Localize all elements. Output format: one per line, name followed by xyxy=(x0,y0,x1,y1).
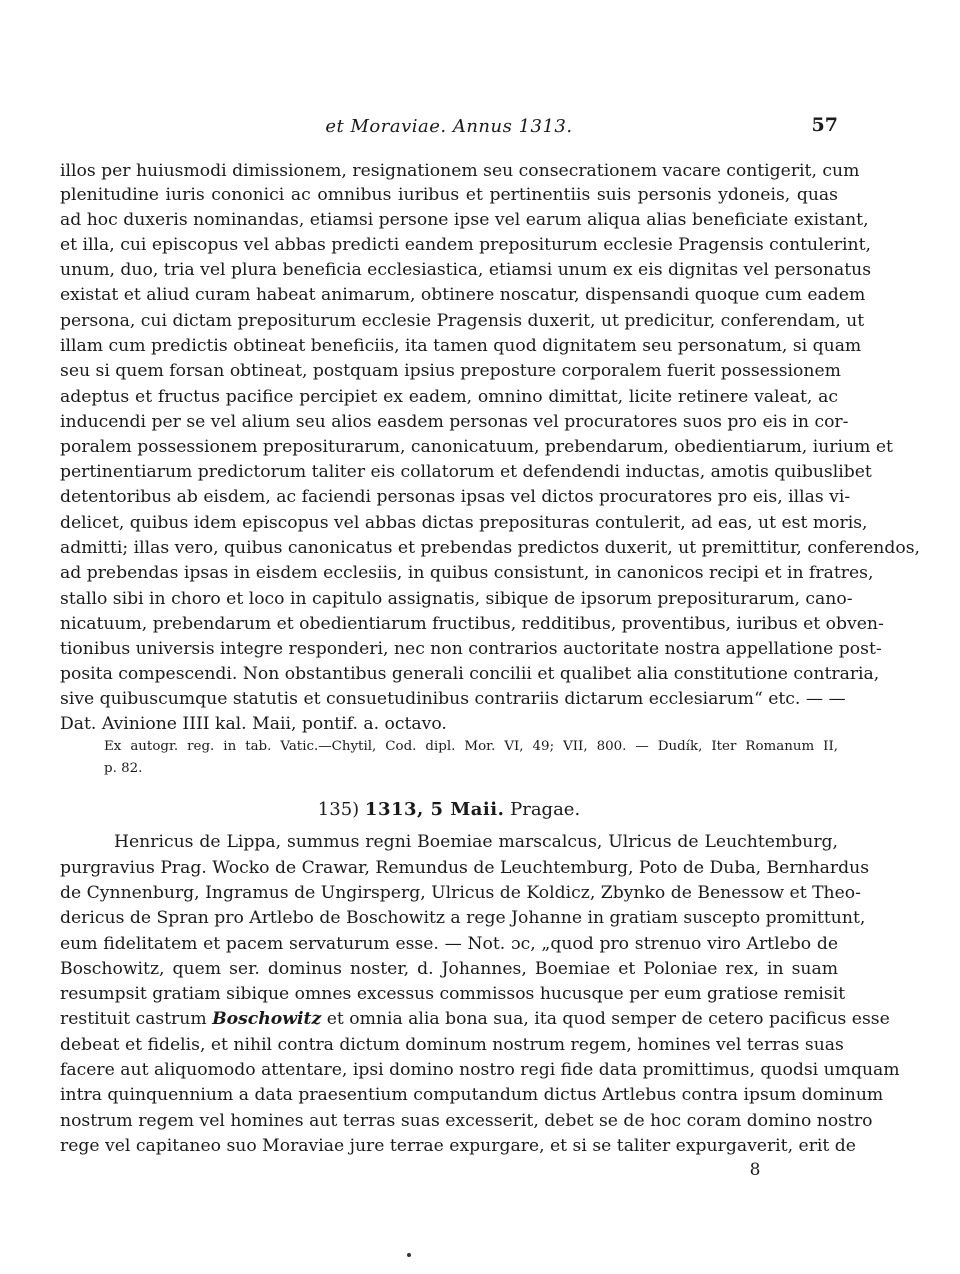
text-line: et illa, cui episcopus vel abbas predicti eandem prepositurum ecclesie Pragensis contulerint, xyxy=(60,235,871,255)
text-line: Dat. Avinione IIII kal. Maii, pontif. a. octavo. xyxy=(60,714,447,734)
text-line: Boschowitz, quem ser. dominus noster, d. Johannes, Boemiae et Poloniae rex, in suam xyxy=(60,959,838,979)
text-line: eum fidelitatem et pacem servaturum esse. — Not. ɔc, „quod pro strenuo viro Artlebo de xyxy=(60,934,838,954)
text-line: de Cynnenburg, Ingramus de Ungirsperg, Ulricus de Koldicz, Zbynko de Benessow et Theo- xyxy=(60,883,861,903)
text-line: delicet, quibus idem episcopus vel abbas dictas preposituras contulerit, ad eas, ut est moris, xyxy=(60,513,868,533)
text-line: inducendi per se vel alium seu alios easdem personas vel procuratores suos pro eis in cor- xyxy=(60,412,849,432)
text-line: purgravius Prag. Wocko de Crawar, Remundus de Leuchtemburg, Poto de Duba, Bernhardus xyxy=(60,858,870,878)
text-line: debeat et fidelis, et nihil contra dictum dominum nostrum regem, homines vel terras suas xyxy=(60,1035,844,1055)
text-line: nostrum regem vel homines aut terras suas excesserit, debet se de hoc coram domino nostro xyxy=(60,1111,873,1131)
entry-date: 1313, 5 Maii. xyxy=(364,799,505,820)
text-line: resumpsit gratiam sibique omnes excessus commissos hucusque per eum gratiose remisit xyxy=(60,984,846,1004)
text-line: detentoribus ab eisdem, ac faciendi personas ipsas vel dictos procuratores pro eis, illas vi- xyxy=(60,487,851,507)
text-line: persona, cui dictam prepositurum ecclesie Pragensis duxerit, ut predicitur, conferendam, ut xyxy=(60,311,865,331)
text-line: ad prebendas ipsas in eisdem ecclesiis, in quibus consistunt, in canonicos recipi et in fratres, xyxy=(60,563,874,583)
text-line: illos per huiusmodi dimissionem, resignationem seu consecrationem vacare contigerit, cum xyxy=(60,161,860,181)
text-line: existat et aliud curam habeat animarum, obtinere noscatur, dispensandi quoque cum eadem xyxy=(60,285,866,305)
text-line: admitti; illas vero, quibus canonicatus et prebendas predictos duxerit, ut premittitur, conferendos, xyxy=(60,538,920,558)
source-note-line: Ex autogr. reg. in tab. Vatic.—Chytil, Cod. dipl. Mor. VI, 49; VII, 800. — Dudík, Iter Romanum II, xyxy=(104,739,838,754)
source-note-line: p. 82. xyxy=(104,761,143,776)
text-line: plenitudine iuris cononici ac omnibus iuribus et pertinentiis suis personis ydoneis, quas xyxy=(60,185,838,205)
text-line: rege vel capitaneo suo Moraviae jure terrae expurgare, et si se taliter expurgaverit, erit de xyxy=(60,1136,856,1156)
text-line: unum, duo, tria vel plura beneficia ecclesiastica, etiamsi unum ex eis dignitas vel personatus xyxy=(60,260,872,280)
place-name-italic: Boschowitz xyxy=(212,1009,322,1029)
text-line: seu si quem forsan obtineat, postquam ipsius preposture corporalem fuerit possessionem xyxy=(60,361,841,381)
text-line: adeptus et fructus pacifice percipiet ex eadem, omnino dimittat, licite retinere valeat, ac xyxy=(60,387,838,407)
signature-mark: 8 xyxy=(749,1160,761,1180)
print-speck xyxy=(407,1253,411,1257)
text-line: restituit castrum Boschowitz et omnia alia bona sua, ita quod semper de cetero pacificus esse xyxy=(60,1009,890,1029)
entry-number: 135) xyxy=(317,799,360,820)
text-line: poralem possessionem prepositurarum, canonicatuum, prebendarum, obedientiarum, iurium et xyxy=(60,437,893,457)
text-line: nicatuum, prebendarum et obedientiarum fructibus, redditibus, proventibus, iuribus et obven- xyxy=(60,614,884,634)
entry-place: Pragae. xyxy=(510,799,581,820)
text-line: illam cum predictis obtineat beneficiis, ita tamen quod dignitatem seu personatum, si quam xyxy=(60,336,862,356)
text-line: Henricus de Lippa, summus regni Boemiae marscalcus, Ulricus de Leuchtemburg, xyxy=(114,832,838,852)
text-line: ad hoc duxeris nominandas, etiamsi persone ipse vel earum aliqua alias beneficiate existant, xyxy=(60,210,869,230)
entry-heading xyxy=(60,798,838,822)
text-line: facere aut aliquomodo attentare, ipsi domino nostro regi fide data promittimus, quodsi umquam xyxy=(60,1060,900,1080)
running-header xyxy=(60,116,838,140)
text-line: stallo sibi in choro et loco in capitulo assignatis, sibique de ipsorum prepositurarum, cano- xyxy=(60,589,853,609)
text-line: sive quibuscumque statutis et consuetudinibus contrariis dictarum ecclesiarum“ etc. — — xyxy=(60,689,846,709)
text-line: posita compescendi. Non obstantibus generali concilii et qualibet alia constitutione contraria, xyxy=(60,664,880,684)
text-line: dericus de Spran pro Artlebo de Boschowitz a rege Johanne in gratiam suscepto promittunt, xyxy=(60,908,866,928)
text-line: intra quinquennium a data praesentium computandum dictus Artlebus contra ipsum dominum xyxy=(60,1085,884,1105)
running-title: et Moraviae. Annus 1313. xyxy=(325,116,573,137)
page-number: 57 xyxy=(811,114,838,136)
text-line: pertinentiarum predictorum taliter eis collatorum et defendendi inductas, amotis quibuslibet xyxy=(60,462,872,482)
text-line: tionibus universis integre responderi, nec non contrarios auctoritate nostra appellatione post- xyxy=(60,639,882,659)
